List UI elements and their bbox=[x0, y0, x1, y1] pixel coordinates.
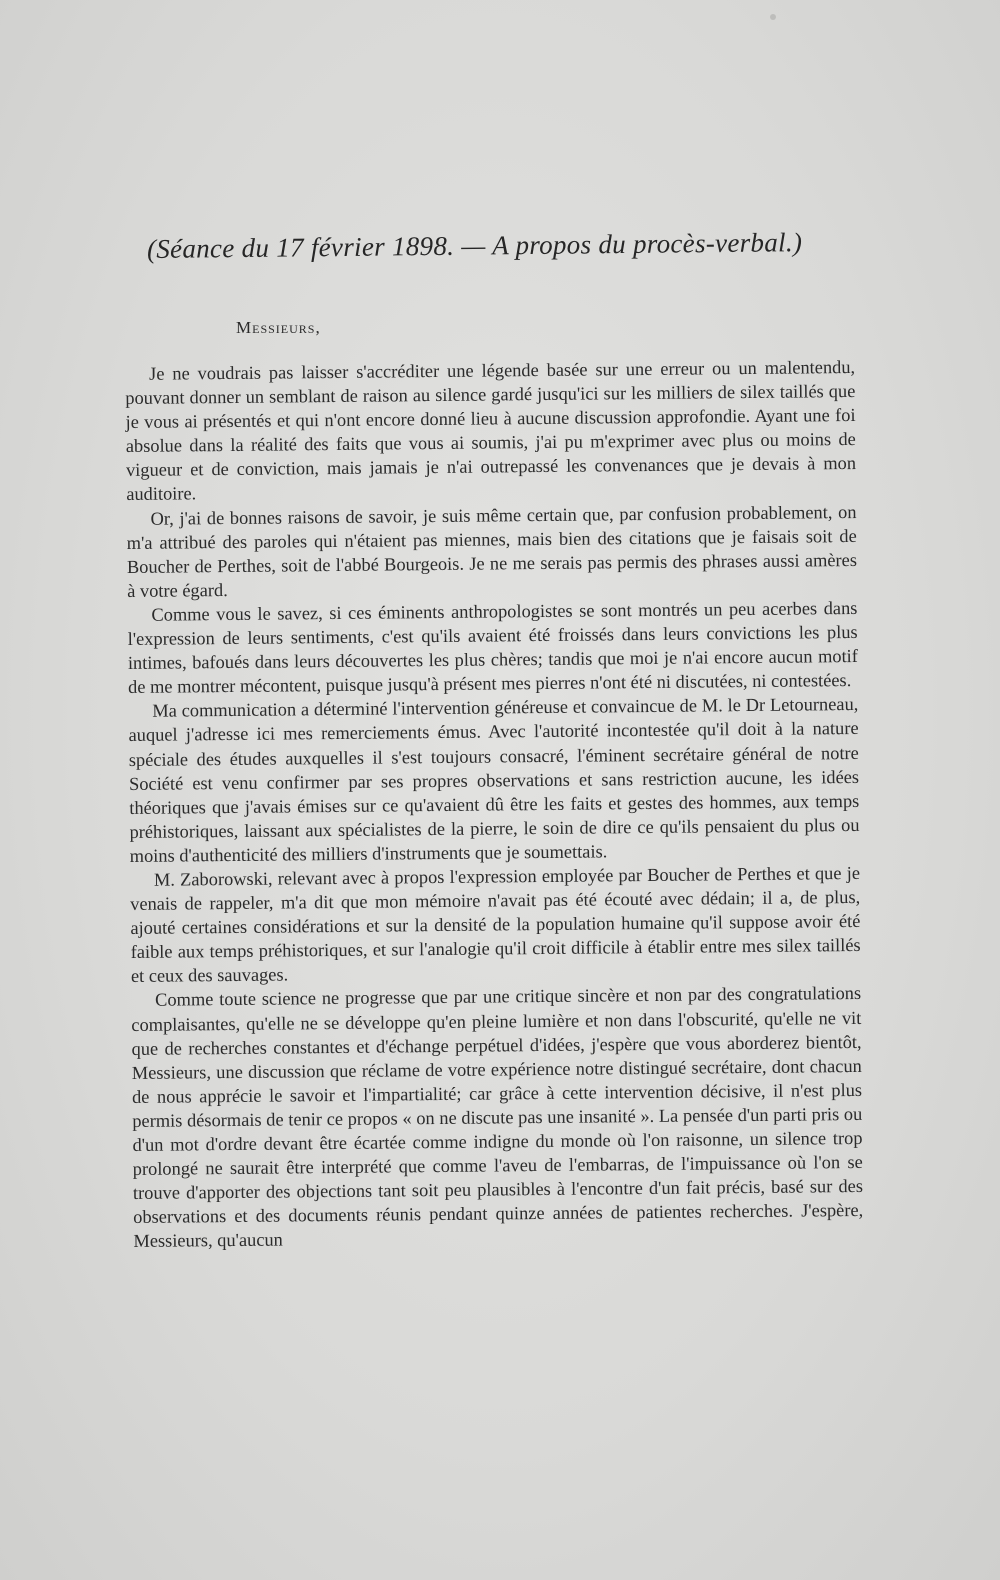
paper-speck bbox=[770, 14, 776, 20]
paragraph: Je ne voudrais pas laisser s'accréditer une légende basée sur une erreur ou un malentendu, pouvant donner un semblant de raison au silence gardé jusqu'ici sur les milliers de silex taillés que je vous ai présentés et qui n'ont encore donné lieu à aucune discussion approfondie. Ayant une foi absolue dans la réalité des faits que vous ai soumis, j'ai pu m'exprimer avec plus ou moins de vigueur et de conviction, mais jamais je n'ai outrepassé les convenances que je devais à mon auditoire. bbox=[125, 356, 857, 505]
body-text bbox=[125, 355, 864, 1253]
paragraph: M. Zaborowski, relevant avec à propos l'expression employée par Boucher de Perthes et que je venais de rappeler, m'a dit que mon mémoire n'avait pas été écouté avec dédain; il a, de plus, ajouté certaines considérations et sur la densité de la population humaine qu'il suppose avoir été faible aux temps préhistoriques, et sur l'analogie qu'il croit difficile à établir entre mes silex taillés et ceux des sauvages. bbox=[130, 862, 861, 987]
paragraph: Or, j'ai de bonnes raisons de savoir, je suis même certain que, par confusion probablement, on m'a attribué des paroles qui n'étaient pas miennes, mais bien des citations que je faisais soit de Boucher de Perthes, soit de l'abbé Bourgeois. Je ne me serais pas permis des phrases aussi amères à votre égard. bbox=[126, 501, 858, 601]
salutation: Messieurs, bbox=[236, 318, 321, 337]
page-title: (Séance du 17 février 1898. — A propos du procès-verbal.) bbox=[146, 227, 803, 264]
paragraph: Ma communication a déterminé l'intervention généreuse et convaincue de M. le Dr Letourneau, auquel j'adresse ici mes remerciements émus. Avec l'autorité incontestée qu'il doit à la nature spéciale des études auxquelles il s'est toujours consacré, l'éminent secrétaire général de notre Société est venu confirmer par ses propres observations et sans restriction aucune, les idées théoriques que j'avais émises sur ce qu'avaient dû être les faits et gestes des hommes, aux temps préhistoriques, laissant aux spécialistes de la pierre, le soin de dire ce qu'ils pensaient du plus ou moins d'authenticité des milliers d'instruments que je soumettais. bbox=[128, 694, 860, 866]
paragraph: Comme toute science ne progresse que par une critique sincère et non par des congratulations complaisantes, qu'elle ne se développe qu'en pleine lumière et non dans l'obscurité, qu'elle ne vit que de recherches constantes et d'échange perpétuel d'idées, j'espère que vous aborderez bientôt, Messieurs, une discussion que réclame de votre expérience notre distingué secrétaire, dont chacun de nous apprécie le savoir et l'impartialité; car grâce à cette intervention décisive, il n'est plus permis désormais de tenir ce propos « on ne discute pas une insanité ». La pensée d'un parti pris ou d'un mot d'ordre devant être écartée comme indigne du monde où l'on raisonne, un silence trop prolongé ne saurait être interprété que comme l'aveu de l'embarras, de l'impuissance où l'on se trouve d'apporter des objections tant soit peu plausibles à l'encontre d'un fait précis, basé sur des observations et des documents réunis pendant quinze années de patientes recherches. J'espère, Messieurs, qu'aucun bbox=[131, 983, 864, 1252]
paragraph: Comme vous le savez, si ces éminents anthropologistes se sont montrés un peu acerbes dans l'expression de leurs sentiments, c'est qu'ils avaient été froissés dans leurs convictions les plus intimes, bafoués dans leurs découvertes les plus chères; tandis que moi je n'ai encore aucun motif de me montrer mécontent, puisque jusqu'à présent mes pierres n'ont été ni discutées, ni contestées. bbox=[127, 597, 858, 698]
